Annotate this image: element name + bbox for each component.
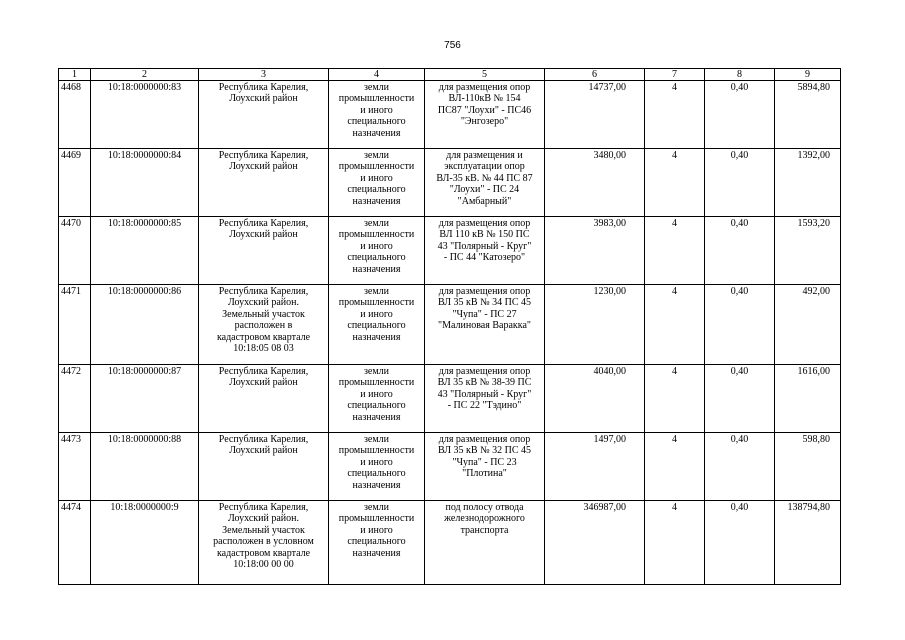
location-cell: Республика Карелия, Лоухский район. Земельный участок расположен в условном кадастровом квартале 10:18:00 00 00: [199, 501, 329, 585]
header-row: [59, 69, 841, 81]
permitted-use-cell: для размещения опор ВЛ 35 кВ № 32 ПС 45 "Чупа" - ПС 23 "Плотина": [425, 433, 545, 501]
cadastral-number-cell: 10:18:0000000:84: [91, 149, 199, 217]
header-cell: 6: [545, 69, 645, 81]
column-8-cell: 0,40: [705, 285, 775, 365]
land-category-cell: земли промышленности и иного специального назначения: [329, 365, 425, 433]
column-7-cell: 4: [645, 501, 705, 585]
column-9-cell: 1593,20: [775, 217, 841, 285]
location-cell: Республика Карелия, Лоухский район: [199, 81, 329, 149]
location-cell: Республика Карелия, Лоухский район: [199, 433, 329, 501]
header-cell: 3: [199, 69, 329, 81]
area-cell: 3983,00: [545, 217, 645, 285]
column-7-cell: 4: [645, 149, 705, 217]
location-cell: Республика Карелия, Лоухский район. Земельный участок расположен в кадастровом квартале 10:18:05 08 03: [199, 285, 329, 365]
area-cell: 4040,00: [545, 365, 645, 433]
land-category-cell: земли промышленности и иного специального назначения: [329, 501, 425, 585]
table-row: [59, 433, 841, 501]
table-row: [59, 365, 841, 433]
permitted-use-cell: для размещения опор ВЛ 35 кВ № 38-39 ПС 43 "Полярный - Круг" - ПС 22 "Тэдино": [425, 365, 545, 433]
permitted-use-cell: для размещения опор ВЛ 35 кВ № 34 ПС 45 "Чупа" - ПС 27 "Малиновая Варакка": [425, 285, 545, 365]
column-9-cell: 138794,80: [775, 501, 841, 585]
land-category-cell: земли промышленности и иного специального назначения: [329, 433, 425, 501]
column-8-cell: 0,40: [705, 217, 775, 285]
column-7-cell: 4: [645, 81, 705, 149]
column-7-cell: 4: [645, 365, 705, 433]
row-number-cell: 4474: [59, 501, 91, 585]
table-row: [59, 285, 841, 365]
column-7-cell: 4: [645, 433, 705, 501]
column-9-cell: 1616,00: [775, 365, 841, 433]
column-7-cell: 4: [645, 285, 705, 365]
permitted-use-cell: для размещения опор ВЛ-110кВ № 154 ПС87 "Лоухи" - ПС46 "Энгозеро": [425, 81, 545, 149]
column-9-cell: 492,00: [775, 285, 841, 365]
column-8-cell: 0,40: [705, 149, 775, 217]
column-9-cell: 5894,80: [775, 81, 841, 149]
column-8-cell: 0,40: [705, 365, 775, 433]
header-cell: 2: [91, 69, 199, 81]
land-category-cell: земли промышленности и иного специального назначения: [329, 217, 425, 285]
area-cell: 3480,00: [545, 149, 645, 217]
location-cell: Республика Карелия, Лоухский район: [199, 149, 329, 217]
table-row: [59, 81, 841, 149]
row-number-cell: 4469: [59, 149, 91, 217]
cadastral-number-cell: 10:18:0000000:9: [91, 501, 199, 585]
cadastral-number-cell: 10:18:0000000:88: [91, 433, 199, 501]
cadastral-number-cell: 10:18:0000000:86: [91, 285, 199, 365]
area-cell: 346987,00: [545, 501, 645, 585]
area-cell: 14737,00: [545, 81, 645, 149]
table-row: [59, 217, 841, 285]
header-cell: 5: [425, 69, 545, 81]
area-cell: 1230,00: [545, 285, 645, 365]
column-8-cell: 0,40: [705, 81, 775, 149]
location-cell: Республика Карелия, Лоухский район: [199, 365, 329, 433]
page-number: 756: [444, 40, 461, 51]
land-category-cell: земли промышленности и иного специального назначения: [329, 81, 425, 149]
header-cell: 9: [775, 69, 841, 81]
land-registry-table: [58, 68, 841, 585]
cadastral-number-cell: 10:18:0000000:85: [91, 217, 199, 285]
cadastral-number-cell: 10:18:0000000:87: [91, 365, 199, 433]
permitted-use-cell: под полосу отвода железнодорожного транспорта: [425, 501, 545, 585]
column-7-cell: 4: [645, 217, 705, 285]
row-number-cell: 4471: [59, 285, 91, 365]
row-number-cell: 4470: [59, 217, 91, 285]
column-9-cell: 1392,00: [775, 149, 841, 217]
header-cell: 1: [59, 69, 91, 81]
land-category-cell: земли промышленности и иного специального назначения: [329, 149, 425, 217]
header-cell: 4: [329, 69, 425, 81]
table-row: [59, 501, 841, 585]
area-cell: 1497,00: [545, 433, 645, 501]
row-number-cell: 4472: [59, 365, 91, 433]
location-cell: Республика Карелия, Лоухский район: [199, 217, 329, 285]
header-cell: 7: [645, 69, 705, 81]
column-8-cell: 0,40: [705, 501, 775, 585]
permitted-use-cell: для размещения и эксплуатации опор ВЛ-35 кВ. № 44 ПС 87 "Лоухи" - ПС 24 "Амбарный": [425, 149, 545, 217]
header-cell: 8: [705, 69, 775, 81]
table-row: [59, 149, 841, 217]
row-number-cell: 4468: [59, 81, 91, 149]
column-9-cell: 598,80: [775, 433, 841, 501]
land-category-cell: земли промышленности и иного специального назначения: [329, 285, 425, 365]
row-number-cell: 4473: [59, 433, 91, 501]
cadastral-number-cell: 10:18:0000000:83: [91, 81, 199, 149]
permitted-use-cell: для размещения опор ВЛ 110 кВ № 150 ПС 43 "Полярный - Круг" - ПС 44 "Катозеро": [425, 217, 545, 285]
column-8-cell: 0,40: [705, 433, 775, 501]
